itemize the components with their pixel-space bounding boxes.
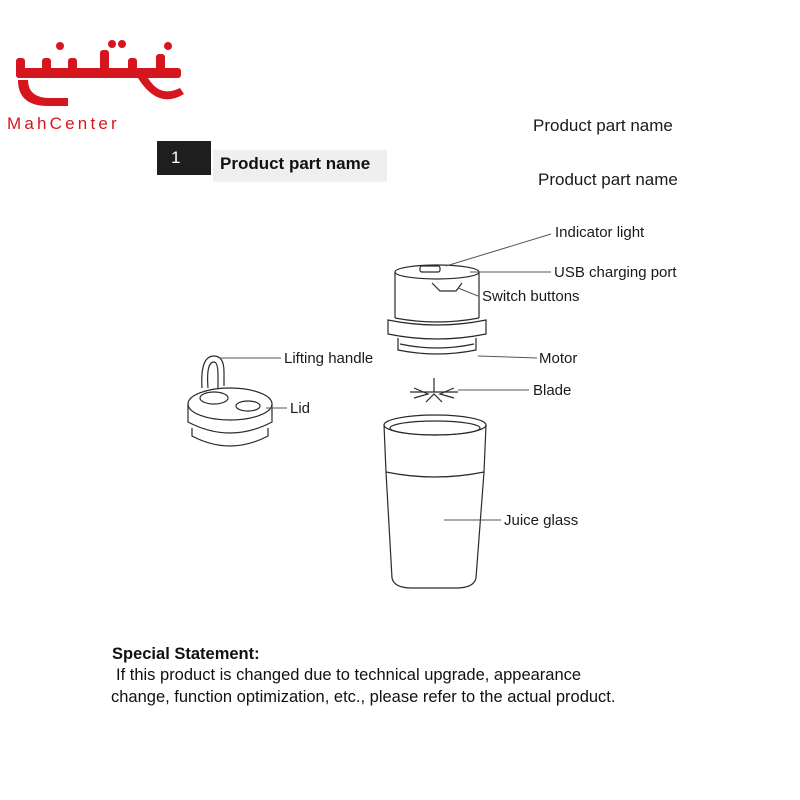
lid-spout xyxy=(200,392,228,404)
label-blade: Blade xyxy=(533,382,572,399)
label-lifting-handle: Lifting handle xyxy=(284,350,374,367)
blade-drawing xyxy=(410,378,458,402)
section-number: 1 xyxy=(171,148,181,167)
section-title: Product part name xyxy=(220,154,371,173)
leader-indicator-light xyxy=(446,234,551,266)
label-juice-glass: Juice glass xyxy=(504,512,579,529)
label-indicator-light: Indicator light xyxy=(555,224,645,241)
statement-line-2: change, function optimization, etc., please refer to the actual product. xyxy=(111,688,616,706)
label-usb-charging-port: USB charging port xyxy=(554,264,677,281)
motor-collar xyxy=(388,320,486,339)
statement-line-1: If this product is changed due to technical upgrade, appearance xyxy=(116,666,582,684)
switch-button-mark xyxy=(432,283,462,291)
lid-button xyxy=(236,401,260,411)
motor-body-bottom xyxy=(395,318,479,322)
label-motor: Motor xyxy=(539,350,578,367)
indicator-light-mark xyxy=(420,266,440,272)
header-product-part-name-1: Product part name xyxy=(533,116,673,135)
lid-thread xyxy=(192,428,268,446)
glass-inner-rim xyxy=(390,421,480,435)
motor-thread-line xyxy=(400,344,474,348)
statement-title: Special Statement: xyxy=(112,645,260,663)
glass-body xyxy=(386,472,484,588)
leader-motor xyxy=(478,356,537,358)
header-product-part-name-2: Product part name xyxy=(538,170,678,189)
lifting-handle-drawing xyxy=(202,356,224,388)
logo-wordmark: MahCenter xyxy=(7,114,120,133)
label-lid: Lid xyxy=(290,400,311,417)
label-switch-buttons: Switch buttons xyxy=(482,288,580,305)
lifting-handle-inner xyxy=(208,362,218,388)
statement-body xyxy=(111,664,691,708)
leader-switch-buttons xyxy=(458,288,478,296)
